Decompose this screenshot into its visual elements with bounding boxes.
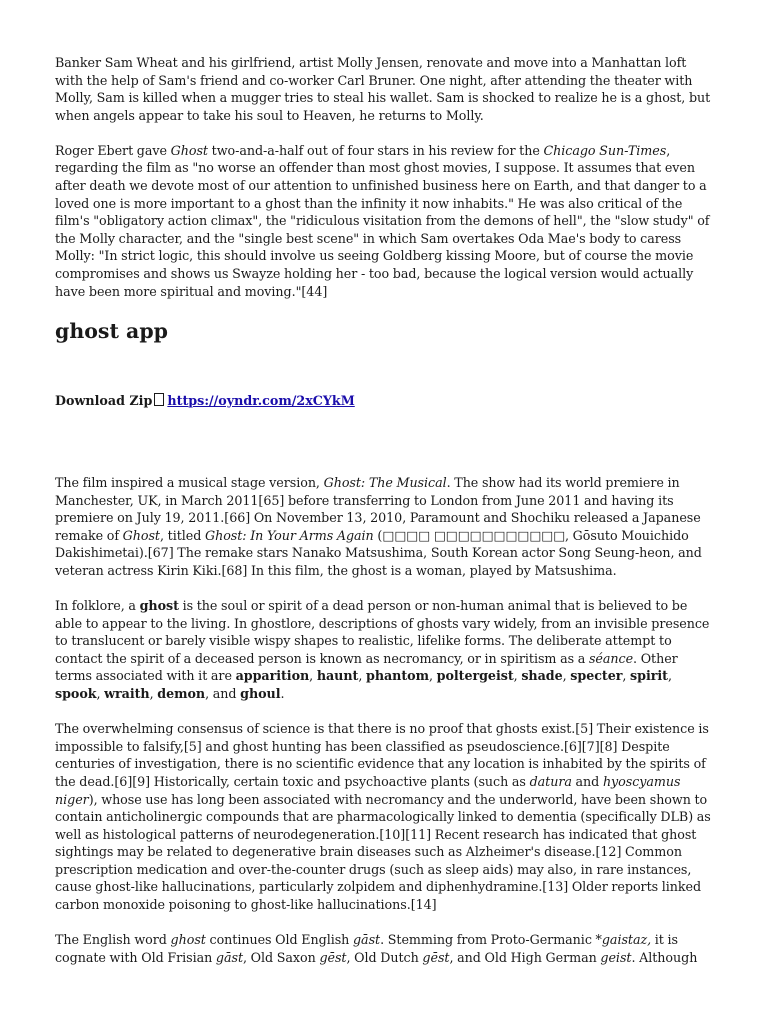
body-section (55, 474, 715, 984)
term: shade (521, 668, 563, 684)
science-paragraph (55, 720, 715, 914)
download-line (55, 392, 355, 410)
text-run: The film inspired a musical stage version, (55, 475, 324, 490)
text-run: , regarding the film as "no worse an offender than most ghost movies, I suppose. It assumes that even after death we devote most of our attention to unfinished business here on Earth, and that danger to a loved one is more important to a ghost than the infinity it now inhabits." He was also critical of the film's "obligatory action climax", the "ridiculous visitation from the demons of hell", the "slow study" of the Molly character, and the "single best scene" in which Sam overtakes Oda Mae's body to caress Molly: "In strict logic, this should involve us seeing Goldberg kissing Moore, but of course the movie compromises and shows us Swayze holding her - too bad, because the logical version would actually have been more spiritual and moving."[44] (55, 142, 710, 299)
section-heading: ghost app (55, 319, 169, 343)
text-run: The overwhelming consensus of science is that there is no proof that ghosts exist.[5] Their existence is impossible to falsify,[5] and ghost hunting has been classified as pseudoscience.[6][7][8] Despite centuries of investigation, there is no scientific evidence that any location is inhabited by the spirits of the dead.[6][9] Historically, certain toxic and psychoactive plants (such as (55, 721, 709, 789)
term: spook (55, 686, 97, 702)
term: haunt (316, 668, 359, 684)
word: gāst (215, 949, 243, 965)
text-run: . (280, 686, 285, 702)
folklore-paragraph: In folklore, a ghost is the soul or spirit of a dead person or non-human animal that is believed to be able to appear to the living. In ghostlore, descriptions of ghosts vary widely, from an invisible presence to translucent or barely visible wispy shapes to realistic, lifelike forms. The deliberate attempt to contact the spirit of a deceased person is known as necromancy, or in spiritism as a séance. Other terms associated with it are apparition, haunt, phantom, poltergeist, shade, specter, spirit, spook, wraith, demon, and ghoul. (55, 598, 710, 702)
term: specter (570, 668, 623, 684)
text-run: . Other terms associated with it are (55, 650, 678, 684)
word: ghost (170, 932, 206, 948)
text-run: it is cognate with Old Frisian (55, 932, 679, 965)
term: phantom (366, 668, 429, 684)
film-title: Ghost (122, 527, 160, 543)
text-run: , and (205, 686, 241, 702)
word: gēst (319, 949, 347, 965)
term: demon (157, 686, 206, 702)
plant-name: datura (529, 773, 572, 789)
text-run: , Old Dutch (346, 949, 423, 965)
text-run: (□□□□ □□□□□□□□□□□, Gōsuto Mouichido Dakishimetai).[67] The remake stars Nanako Matsushima, South Korean actor Song Seung-heon, and veteran actress Kirin Kiki.[68] In this film, the ghost is a woman, played by Matsushima. (55, 527, 702, 578)
musical-paragraph (55, 474, 715, 580)
text-run: . The show had its world premiere in Manchester, UK, in March 2011[65] before transferring to London from June 2011 and having its premiere on July 19, 2011.[66] On November 13, 2010, Paramount and Shochiku released a Japanese remake of (55, 475, 701, 543)
film-title: Ghost (170, 142, 208, 158)
remake-title: Ghost: In Your Arms Again (204, 527, 374, 543)
text-run: In folklore, a (55, 598, 140, 614)
text-run: . Stemming from Proto-Germanic * (380, 932, 602, 948)
download-label: Download Zip (55, 393, 153, 408)
download-link[interactable]: https://oyndr.com/2xCYkM (167, 393, 355, 408)
word: gēst (422, 949, 450, 965)
plant-name: hyoscyamus niger (55, 773, 681, 807)
text-run: , Old Saxon (243, 949, 320, 965)
text-run: two-and-a-half out of four stars in his review for the (207, 142, 544, 158)
word: geist (600, 949, 632, 965)
text-run: The English word (55, 932, 171, 948)
term: ghost (139, 598, 179, 614)
text-run: . Although (631, 949, 698, 965)
text-run: , titled (159, 527, 205, 543)
text-run: , and Old High German (449, 949, 601, 965)
musical-title: Ghost: The Musical (323, 475, 447, 490)
missing-glyph-icon (154, 393, 164, 406)
term: poltergeist (436, 668, 514, 684)
review-paragraph (55, 142, 715, 300)
intro-section (55, 54, 715, 318)
text-run: is the soul or spirit of a dead person or non-human animal that is believed to be able to appear to the living. In ghostlore, descriptions of ghosts vary widely, from an invisible presence to translucent or barely visible wispy shapes to realistic, lifelike forms. The deliberate attempt to contact the spirit of a deceased person is known as necromancy, or in spiritism as a (55, 598, 710, 666)
term-italic: séance (588, 650, 634, 666)
text-run: Roger Ebert gave (55, 142, 171, 158)
text-run: ), whose use has long been associated with necromancy and the underworld, have been shown to contain anticholinergic compounds that are pharmacologically linked to dementia (specifically DLB) as well as histological patterns of neurodegeneration.[10][11] Recent research has indicated that ghost sightings may be related to degenerative brain diseases such as Alzheimer's disease.[12] Common prescription medication and over-the-counter drugs (such as sleep aids) may also, in rare instances, cause ghost-like hallucinations, particularly zolpidem and diphenhydramine.[13] Older reports linked carbon monoxide poisoning to ghost-like hallucinations.[14] (55, 791, 711, 913)
term: ghoul (240, 686, 281, 702)
word: gāst (352, 932, 381, 948)
newspaper-title: Chicago Sun-Times (543, 142, 667, 158)
plot-paragraph: Banker Sam Wheat and his girlfriend, artist Molly Jensen, renovate and move into a Manhattan loft with the help of Sam's friend and co-worker Carl Bruner. One night, after attending the theater with Molly, Sam is killed when a mugger tries to steal his wallet. Sam is shocked to realize he is a ghost, but when angels appear to take his soul to Heaven, he returns to Molly. (55, 55, 711, 123)
term: spirit (630, 668, 668, 684)
word: gaistaz, (601, 932, 652, 948)
term: apparition (235, 668, 310, 684)
term: wraith (104, 686, 150, 702)
text-run: continues Old English (205, 932, 353, 948)
etymology-paragraph (55, 931, 715, 966)
text-run: and (571, 773, 603, 789)
